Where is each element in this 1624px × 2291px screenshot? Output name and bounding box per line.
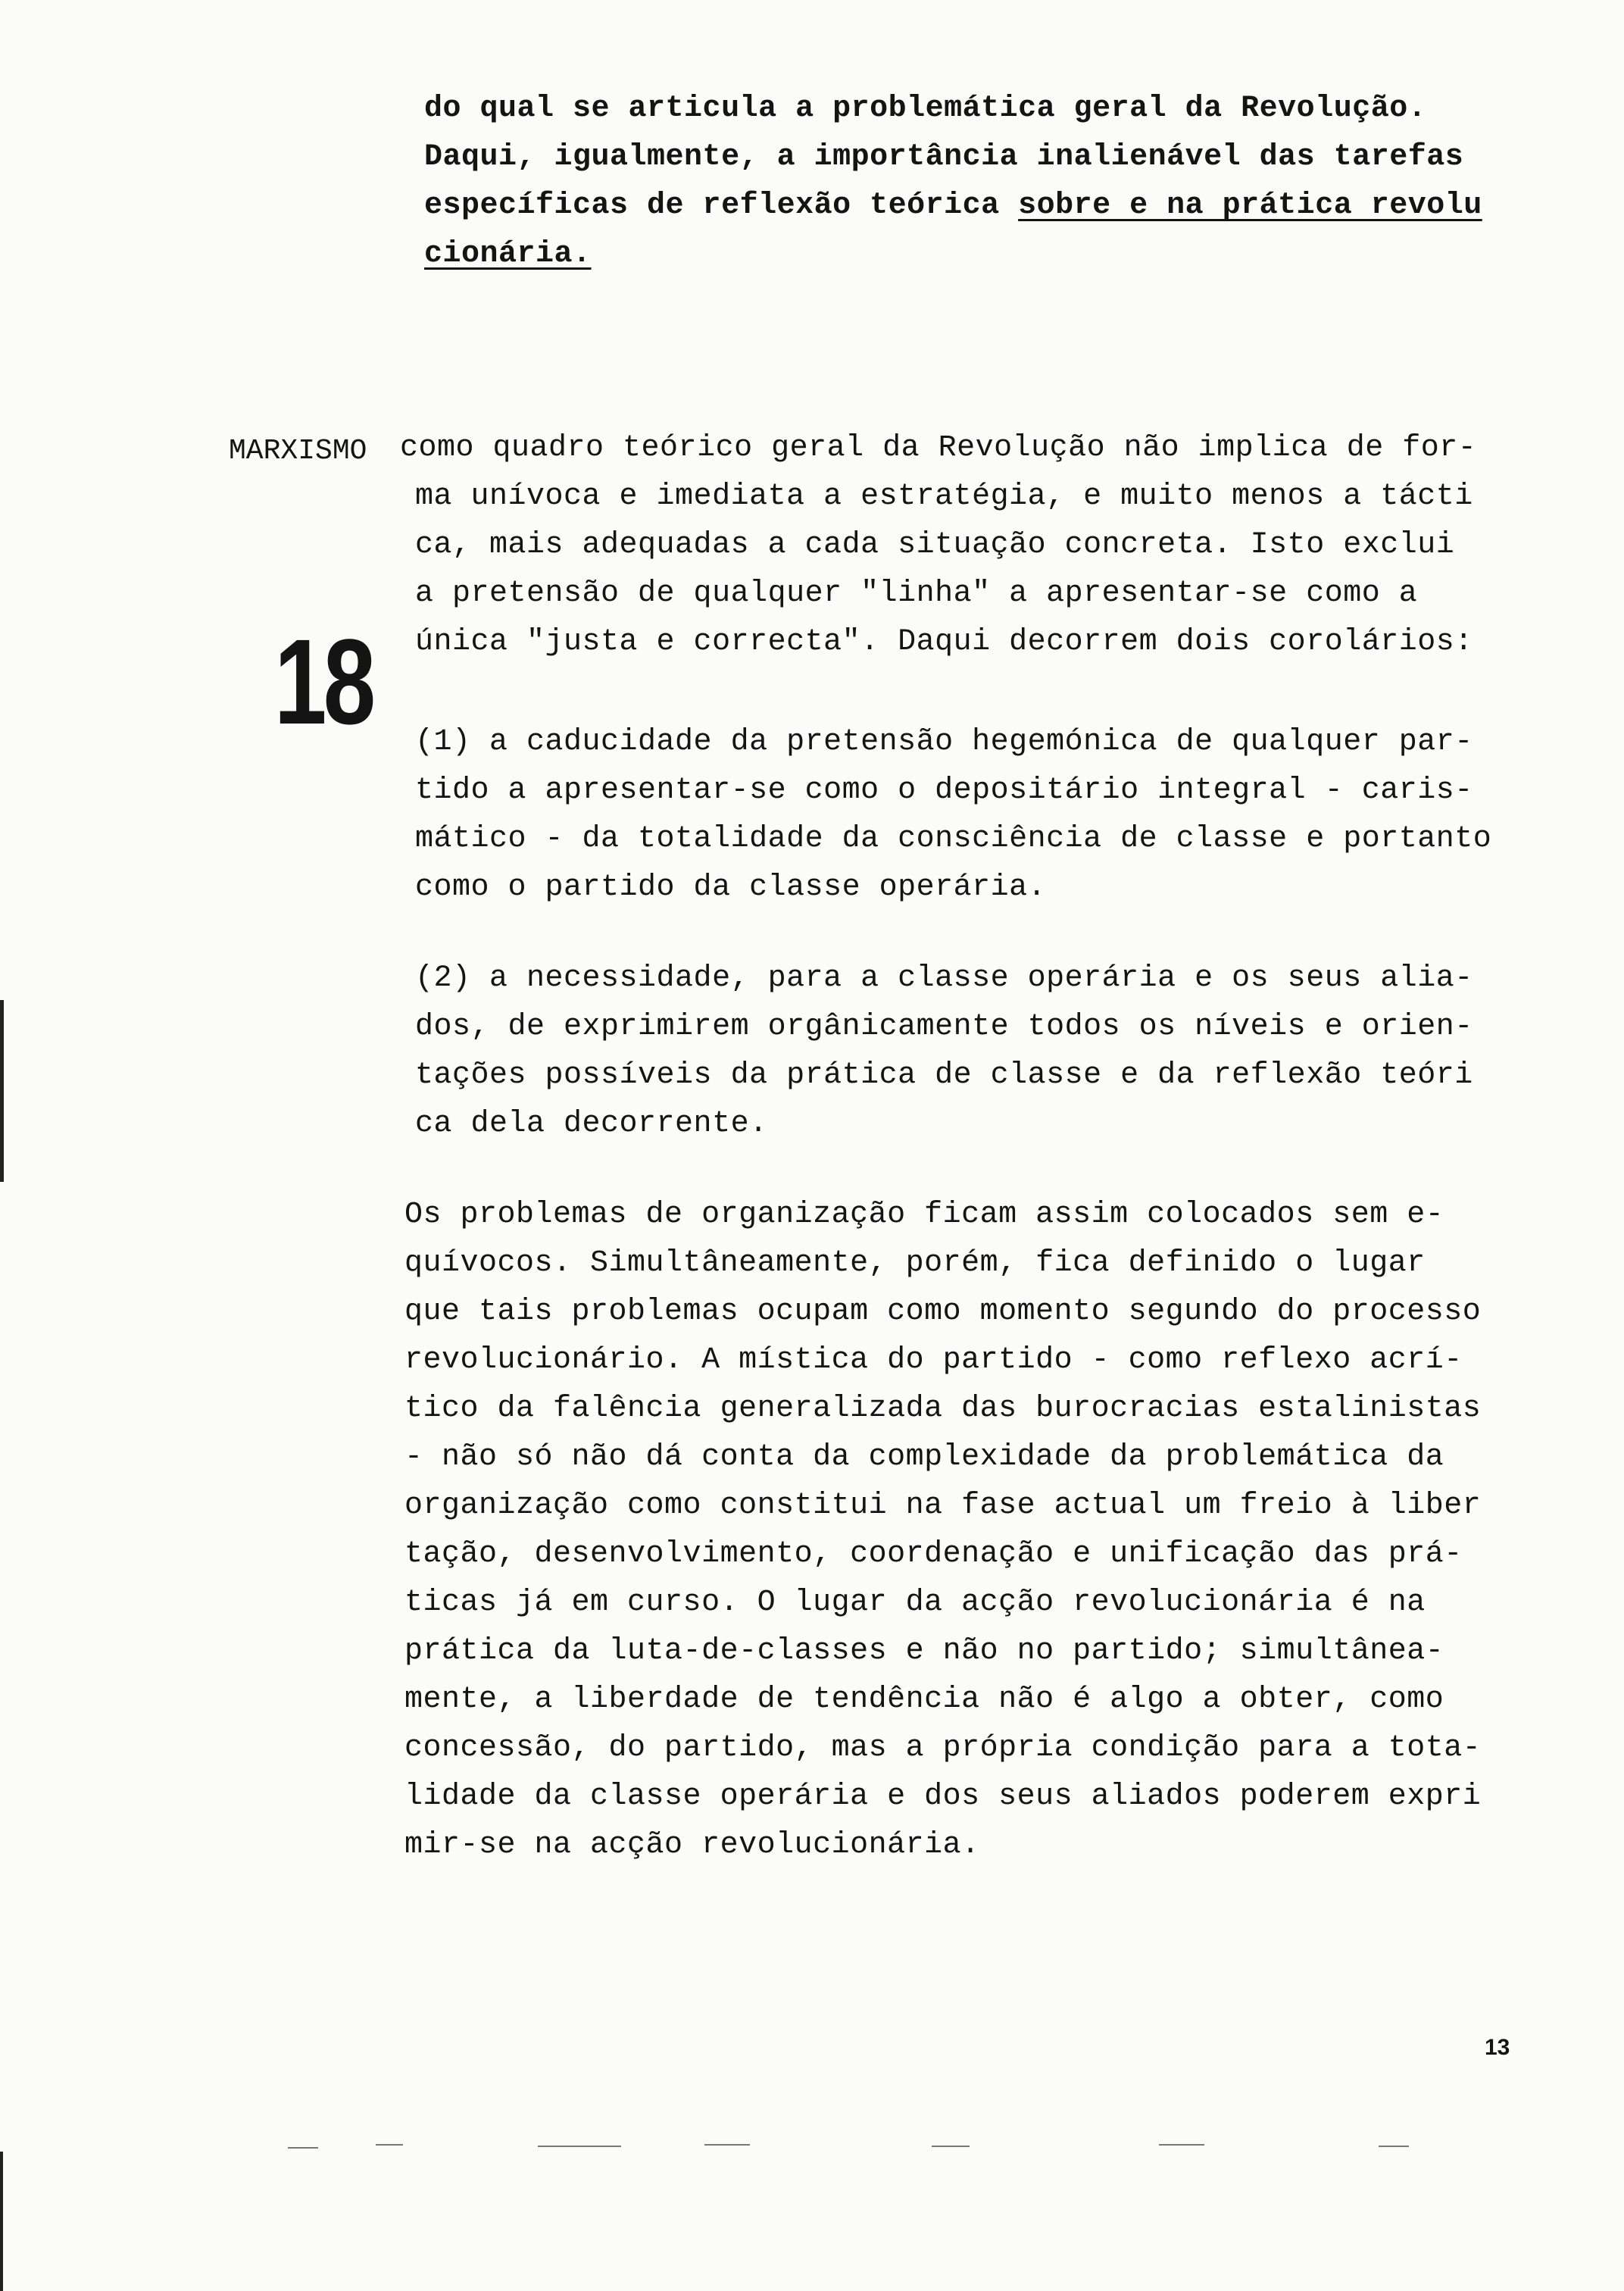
scan-edge-mark xyxy=(0,1000,4,1182)
top-paragraph xyxy=(424,85,1482,279)
text-line: ma unívoca e imediata a estratégia, e muito menos a tácti xyxy=(415,480,1473,514)
text-line: dos, de exprimirem orgânicamente todos os níveis e orien- xyxy=(415,1010,1473,1044)
text-line: que tais problemas ocupam como momento segundo do processo xyxy=(404,1295,1482,1329)
text-line: ca, mais adequadas a cada situação concreta. Isto exclui xyxy=(415,528,1455,562)
text-line: (1) a caducidade da pretensão hegemónica de qualquer par- xyxy=(415,725,1473,759)
text-line: lidade da classe operária e dos seus aliados poderem expri xyxy=(404,1780,1482,1814)
text-line: Os problemas de organização ficam assim colocados sem e- xyxy=(404,1198,1444,1232)
text-line: organização como constitui na fase actual um freio à liber xyxy=(404,1489,1482,1523)
text-line xyxy=(424,182,1482,230)
scan-rule xyxy=(1379,2146,1409,2147)
underlined-text: sobre e na prática revolu xyxy=(1018,189,1482,223)
text-line: mir-se na acção revolucionária. xyxy=(404,1828,980,1862)
text-line: como o partido da classe operária. xyxy=(415,870,1047,905)
text-line: ticas já em curso. O lugar da acção revolucionária é na xyxy=(404,1586,1426,1620)
scan-rule xyxy=(1159,2144,1204,2146)
organization-paragraph xyxy=(404,1191,1481,1870)
section-paragraph xyxy=(400,424,1476,667)
scan-rule xyxy=(288,2147,318,2149)
text-line: tações possíveis da prática de classe e da reflexão teóri xyxy=(415,1058,1473,1092)
scan-rule xyxy=(538,2146,621,2147)
text-line: do qual se articula a problemática geral da Revolução. xyxy=(424,92,1427,126)
text-line: Daqui, igualmente, a importância inalienável das tarefas xyxy=(424,140,1464,174)
text-line: a pretensão de qualquer "linha" a apresentar-se como a xyxy=(415,577,1418,611)
scan-rule xyxy=(376,2144,403,2146)
text-segment: específicas de reflexão teórica xyxy=(424,189,1019,223)
corollary-1 xyxy=(415,718,1491,912)
text-line: concessão, do partido, mas a própria condição para a tota- xyxy=(404,1731,1482,1765)
text-line: mente, a liberdade de tendência não é algo a obter, como xyxy=(404,1683,1444,1717)
text-line: prática da luta-de-classes e não no partido; simultânea- xyxy=(404,1634,1444,1668)
section-label: MARXISMO xyxy=(229,435,367,467)
page-number: 13 xyxy=(1485,2035,1510,2060)
text-line xyxy=(424,230,1482,279)
text-line: quívocos. Simultâneamente, porém, fica definido o lugar xyxy=(404,1246,1426,1280)
text-line: revolucionário. A mística do partido - como reflexo acrí- xyxy=(404,1343,1463,1377)
scan-rule xyxy=(932,2146,970,2147)
text-line: ca dela decorrente. xyxy=(415,1107,768,1141)
corollary-2 xyxy=(415,955,1473,1149)
scan-rule xyxy=(704,2144,750,2146)
text-line: única "justa e correcta". Daqui decorrem dois corolários: xyxy=(415,625,1473,659)
text-line: como quadro teórico geral da Revolução não implica de for- xyxy=(400,431,1477,465)
text-line: (2) a necessidade, para a classe operária e os seus alia- xyxy=(415,961,1473,995)
text-line: tico da falência generalizada das burocracias estalinistas xyxy=(404,1392,1482,1426)
section-number: 18 xyxy=(274,614,373,749)
text-line: mático - da totalidade da consciência de classe e portanto xyxy=(415,822,1492,856)
text-line: - não só não dá conta da complexidade da problemática da xyxy=(404,1440,1444,1474)
text-line: tido a apresentar-se como o depositário integral - caris- xyxy=(415,774,1473,808)
scan-edge-mark xyxy=(0,2152,3,2291)
text-line: tação, desenvolvimento, coordenação e unificação das prá- xyxy=(404,1537,1463,1571)
underlined-text: cionária. xyxy=(424,237,592,271)
